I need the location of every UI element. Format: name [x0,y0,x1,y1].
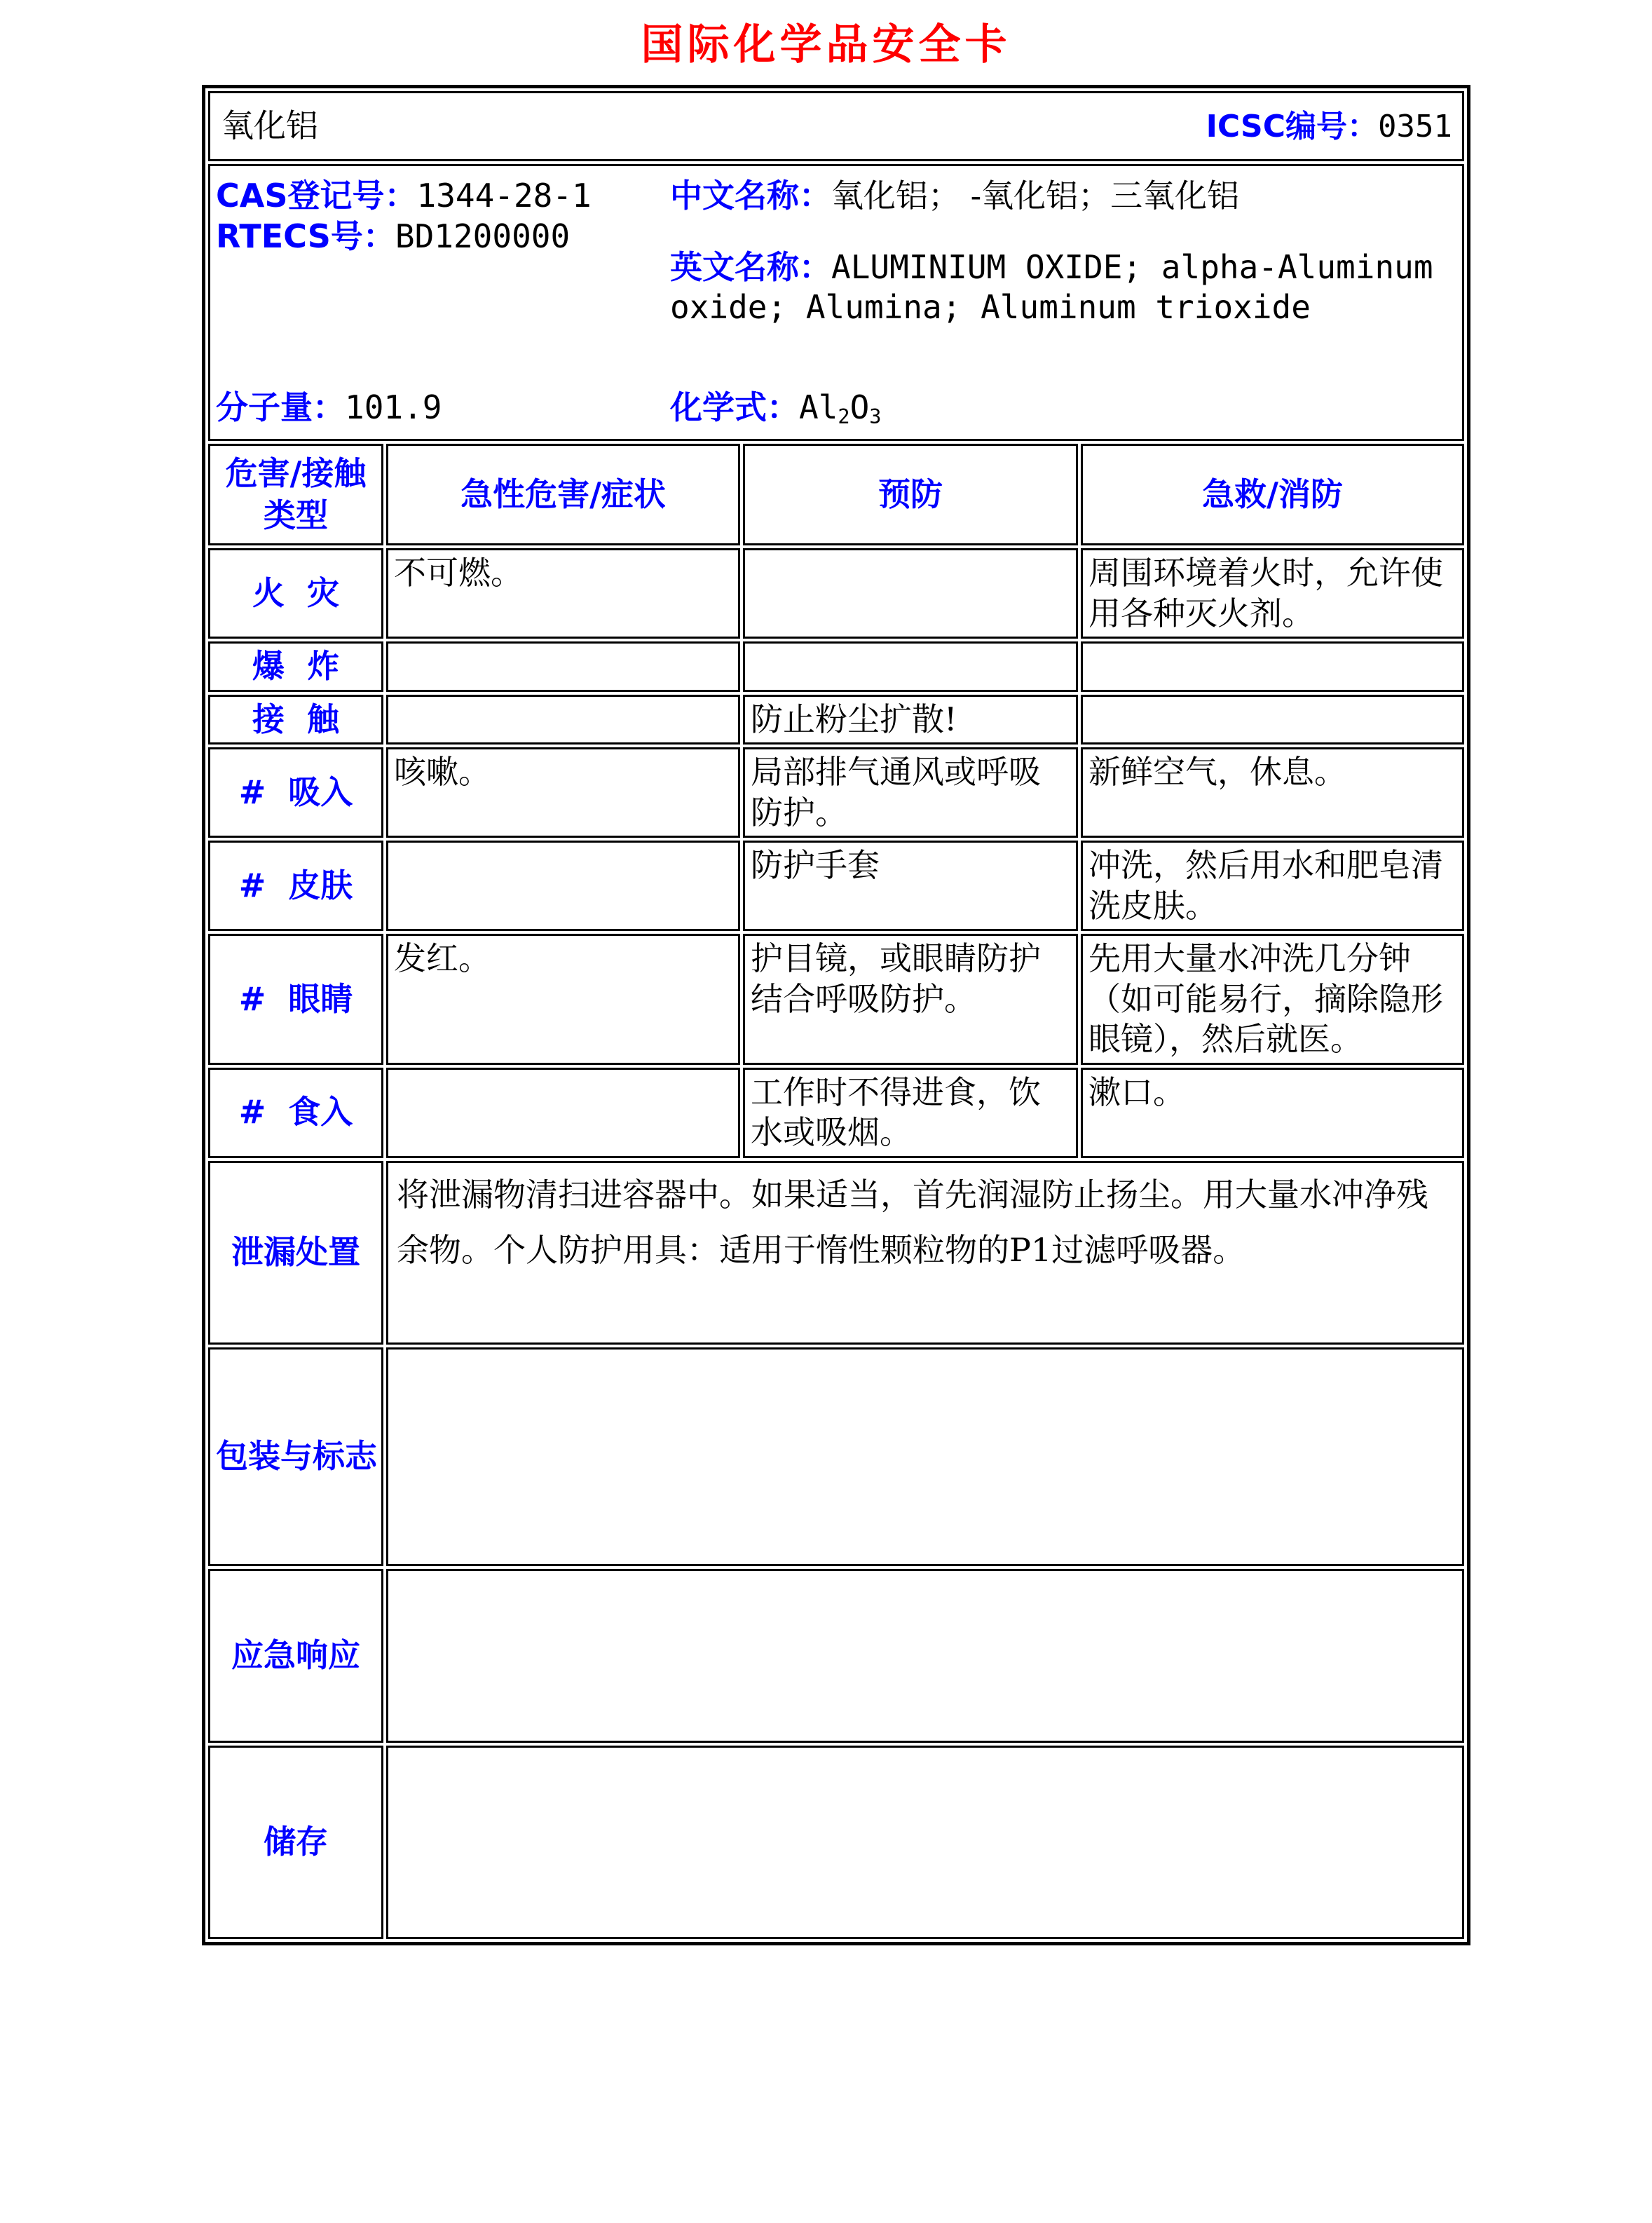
eyes-first-aid-cell: 先用大量水冲洗几分钟 （如可能易行，摘除隐形眼镜），然后就医。 [1081,934,1464,1065]
table-row-explosion [208,641,1464,692]
icsc-number-label: ICSC编号： [1206,109,1379,145]
table-row-fire [208,548,1464,639]
table-row-spill-disposal [208,1161,1464,1345]
table-row-packaging-labeling [208,1347,1464,1566]
en-name-line [670,247,1455,328]
skin-symptoms-cell [386,841,740,931]
section-label-storage: 储存 [208,1746,383,1939]
cas-label: CAS登记号： [216,177,417,215]
table-row-eyes [208,934,1464,1065]
cas-line [216,176,670,217]
rtecs-value: BD1200000 [395,217,571,255]
ingestion-symptoms-cell [386,1068,740,1158]
table-row-storage [208,1746,1464,1939]
spill-disposal-content: 将泄漏物清扫进容器中。如果适当，首先润湿防止扬尘。用大量水冲净残余物。个人防护用具：适用于惰性颗粒物的P1过滤呼吸器。 [386,1161,1464,1345]
eyes-prevention-cell: 护目镜，或眼睛防护结合呼吸防护。 [743,934,1078,1065]
row-label-explosion: 爆 炸 [208,641,383,692]
row-label-exposure: 接 触 [208,695,383,745]
header-hazard-type-line2: 类型 [264,496,328,534]
icsc-card-table [202,85,1470,1945]
inhalation-prevention-cell: 局部排气通风或呼吸防护。 [743,747,1078,838]
explosion-prevention-cell [743,641,1078,692]
skin-prevention-cell: 防护手套 [743,841,1078,931]
storage-content [386,1746,1464,1939]
row-label-eyes: # 眼睛 [208,934,383,1065]
page-title: 国际化学品安全卡 [641,20,1011,69]
header-hazard-type-line1: 危害/接触 [225,454,367,492]
rtecs-label: RTECS号： [216,217,395,255]
formula-line [670,388,1455,428]
icsc-number-value: 0351 [1378,109,1452,145]
row-label-inhalation: # 吸入 [208,747,383,838]
explosion-first-aid-cell [1081,641,1464,692]
emergency-response-content [386,1569,1464,1743]
header-hazard-type [208,444,383,545]
ingestion-first-aid-cell: 漱口。 [1081,1068,1464,1158]
fire-prevention-cell [743,548,1078,639]
inhalation-symptoms-cell: 咳嗽。 [386,747,740,838]
table-row-emergency-response [208,1569,1464,1743]
table-row-skin [208,841,1464,931]
cn-name-value: 氧化铝； -氧化铝；三氧化铝 [831,177,1240,215]
table-row-ingestion [208,1068,1464,1158]
header-symptoms: 急性危害/症状 [386,444,740,545]
table-row-inhalation [208,747,1464,838]
exposure-first-aid-cell [1081,695,1464,745]
header-first-aid: 急救/消防 [1081,444,1464,545]
eyes-symptoms-cell: 发红。 [386,934,740,1065]
row-label-skin: # 皮肤 [208,841,383,931]
cas-value: 1344-28-1 [416,177,592,215]
rtecs-line [216,217,670,257]
formula-element-2: O [849,388,870,426]
inhalation-first-aid-cell: 新鲜空气，休息。 [1081,747,1464,838]
name-icsc-cell [208,91,1464,161]
exposure-prevention-cell: 防止粉尘扩散! [743,695,1078,745]
mol-weight-label: 分子量： [216,388,345,426]
mol-weight-line [216,388,670,428]
section-label-packaging-labeling: 包装与标志 [208,1347,383,1566]
fire-symptoms-cell: 不可燃。 [386,548,740,639]
formula-subscript-2: 3 [869,405,882,429]
skin-first-aid-cell: 冲洗，然后用水和肥皂清洗皮肤。 [1081,841,1464,931]
identification-cell [208,164,1464,441]
formula-label: 化学式： [670,388,799,426]
section-label-emergency-response: 应急响应 [208,1569,383,1743]
mol-weight-value: 101.9 [345,388,442,426]
cn-name-label: 中文名称： [670,177,831,215]
section-label-spill-disposal: 泄漏处置 [208,1161,383,1345]
cn-name-line [670,176,1455,217]
ingestion-prevention-cell: 工作时不得进食，饮水或吸烟。 [743,1068,1078,1158]
substance-name: 氧化铝 [221,107,318,145]
row-label-fire: 火 灾 [208,548,383,639]
en-name-value: ALUMINIUM OXIDE; alpha-Aluminum oxide; Alumina; Aluminum trioxide [670,247,1433,326]
formula-subscript-1: 2 [838,405,850,429]
explosion-symptoms-cell [386,641,740,692]
fire-first-aid-cell: 周围环境着火时，允许使用各种灭火剂。 [1081,548,1464,639]
header-prevention: 预防 [743,444,1078,545]
en-name-label: 英文名称： [670,247,831,286]
exposure-symptoms-cell [386,695,740,745]
row-label-ingestion: # 食入 [208,1068,383,1158]
formula-element-1: Al [799,388,838,426]
table-row-exposure [208,695,1464,745]
packaging-labeling-content [386,1347,1464,1566]
